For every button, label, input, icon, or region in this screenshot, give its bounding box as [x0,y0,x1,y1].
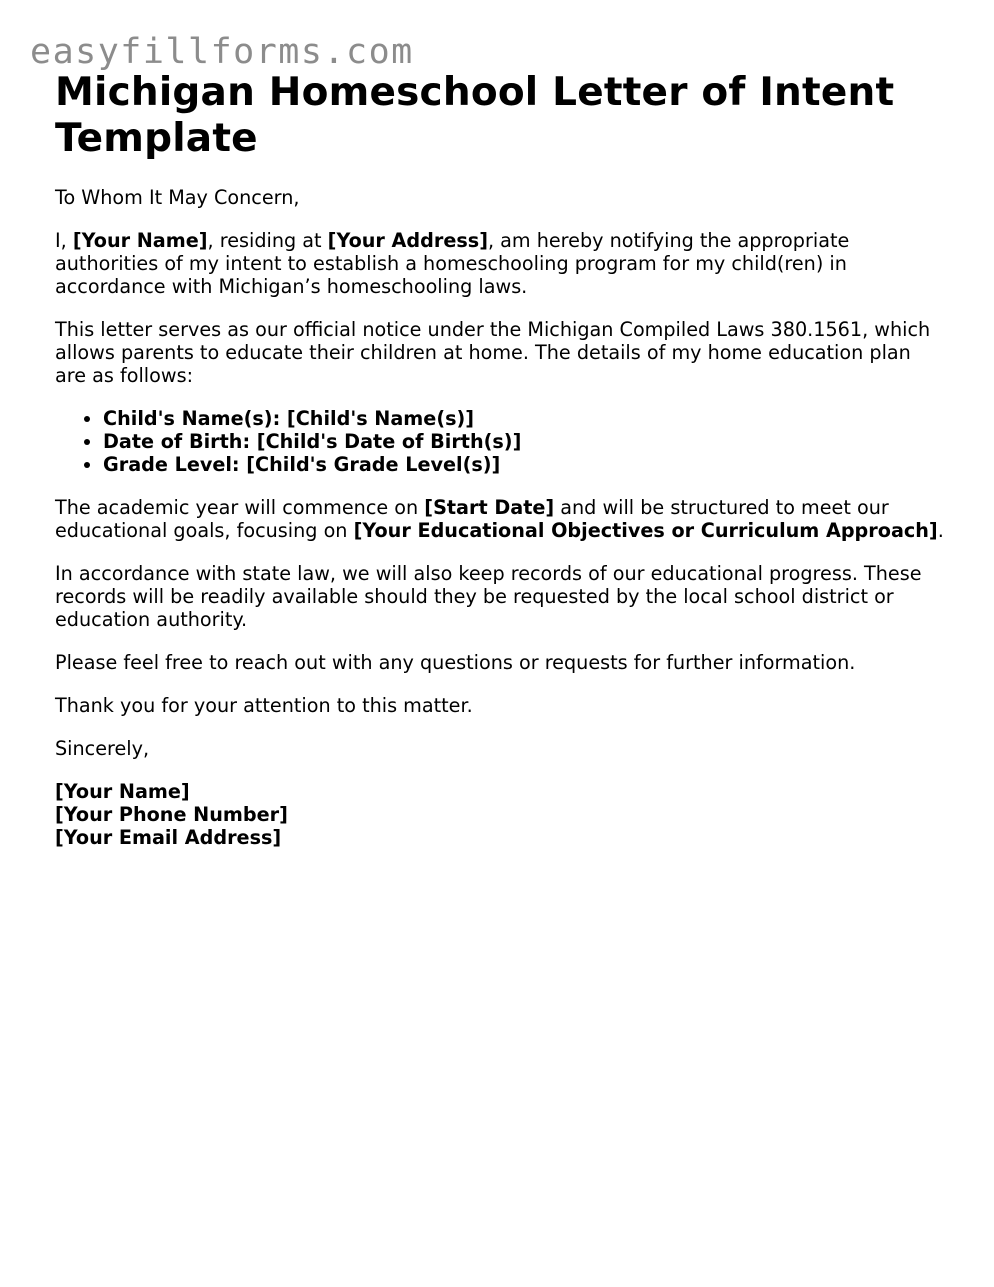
academic-text-1: The academic year will commence on [55,496,425,519]
signature-phone: [Your Phone Number] [55,803,288,826]
salutation: To Whom It May Concern, [55,186,300,209]
intro-text-3: , am hereby notifying the appropriate authorities of my intent to establish a homeschooling program for my child(ren) in accordance with Michigan’s homeschooling laws. [55,229,850,298]
objectives-placeholder: [Your Educational Objectives or Curriculum Approach] [353,519,938,542]
academic-text-3: . [937,519,944,542]
academic-paragraph [55,496,945,542]
details-list [55,407,945,476]
intro-text-2: , residing at [207,229,328,252]
signature-email: [Your Email Address] [55,826,282,849]
letter-document [55,70,945,849]
intro-paragraph [55,229,945,298]
watermark: easyfillforms.com [30,32,414,72]
signature-name: [Your Name] [55,780,190,803]
list-item: • Grade Level: [Child's Grade Level(s)] [103,453,945,476]
start-date-placeholder: [Start Date] [424,496,555,519]
list-item: • Child's Name(s): [Child's Name(s)] [103,407,945,430]
notice-paragraph: This letter serves as our official notice under the Michigan Compiled Laws 380.1561, which allows parents to educate their children at home. The details of my home education plan are as follows: [55,318,931,387]
contact-paragraph: Please feel free to reach out with any questions or requests for further information. [55,651,856,674]
your-name-placeholder: [Your Name] [72,229,208,252]
page-title: Michigan Homeschool Letter of Intent Template [55,70,895,161]
academic-text-2: and will be structured to meet our educational goals, focusing on [55,496,889,542]
thanks-paragraph: Thank you for your attention to this matter. [55,694,473,717]
closing: Sincerely, [55,737,150,760]
list-item: • Date of Birth: [Child's Date of Birth(s)] [103,430,945,453]
intro-text-1: I, [55,229,73,252]
your-address-placeholder: [Your Address] [327,229,488,252]
records-paragraph: In accordance with state law, we will also keep records of our educational progress. These records will be readily available should they be requested by the local school district or education authority. [55,562,922,631]
